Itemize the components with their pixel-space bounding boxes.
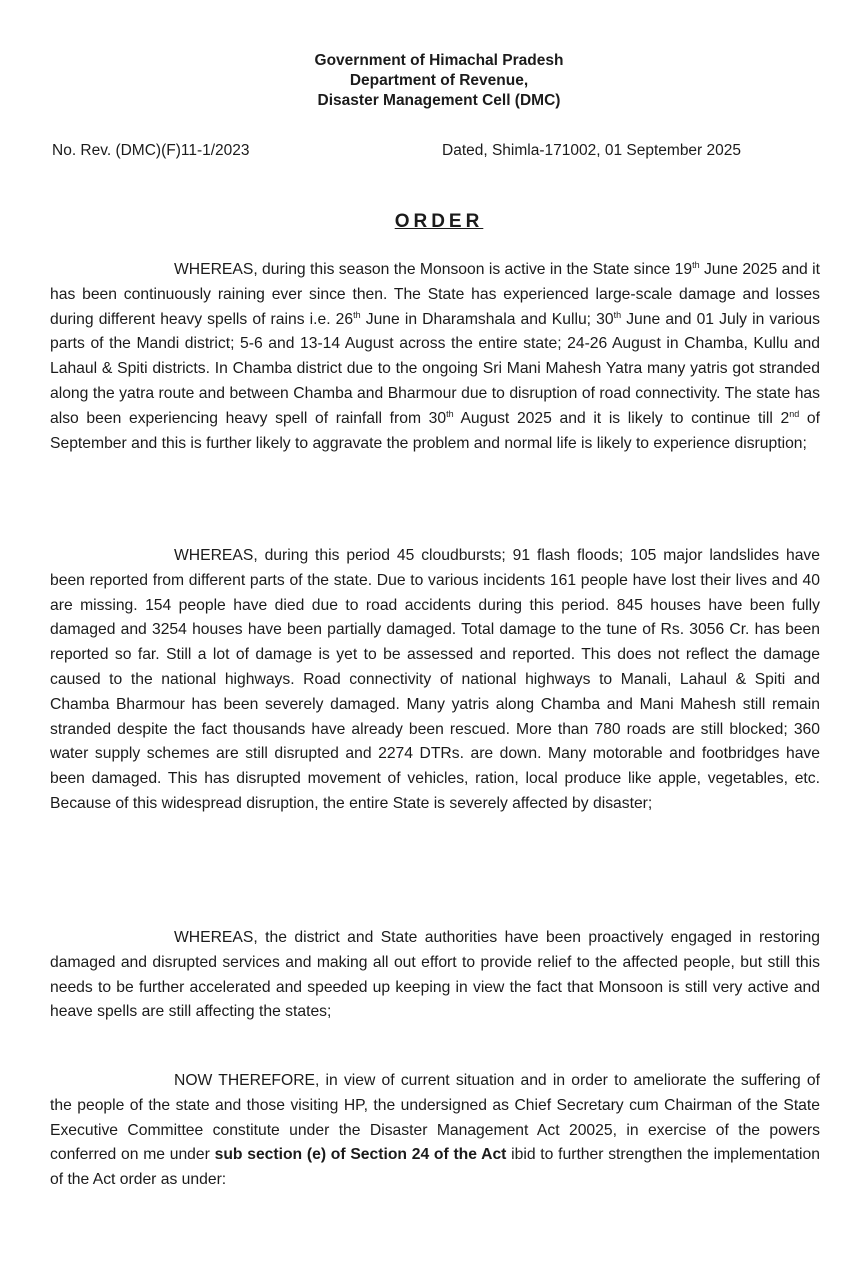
para4-text-2: ibid to further strengthen the implementation of the Act order as under: xyxy=(50,1146,820,1189)
para1-text-6: of September and this is further likely to aggravate the problem and normal life is likely to experience disruption; xyxy=(50,409,821,452)
para1-text-1: WHEREAS, during this season the Monsoon is active in the State since 19 xyxy=(174,261,693,278)
para4-text-1: NOW THEREFORE, in view of current situation and in order to ameliorate the suffering of the people of the state and those visiting HP, the undersigned as Chief Secretary cum Chairman of the State Executive Committee constitute under the Disaster Management Act 20025, in exercise of the powers conferred on me under xyxy=(50,1072,820,1164)
para1-text-4: June and 01 July in various parts of the Mandi district; 5-6 and 13-14 August across the entire state; 24-26 August in Chamba, Kullu and Lahaul & Spiti districts. In Chamba district due to the ongoing Sri Mani Mahesh Yatra many yatris got stranded along the yatra route and between Chamba and Bharmour due to disruption of road connectivity. The state has also been experiencing heavy spell of rainfall from 30 xyxy=(50,310,820,427)
para1-sup-4: th xyxy=(446,408,454,419)
cell-name: Disaster Management Cell (DMC) xyxy=(317,92,561,109)
order-date: Dated, Shimla-171002, 01 September 2025 xyxy=(442,142,742,159)
paragraph-whereas-damage xyxy=(50,544,820,817)
section-reference: sub section (e) of Section 24 of the Act xyxy=(214,1146,507,1164)
government-name: Government of Himachal Pradesh xyxy=(314,52,564,69)
para1-sup-1: th xyxy=(692,259,700,270)
para2-text: WHEREAS, during this period 45 cloudbursts; 91 flash floods; 105 major landslides have been reported from different parts of the state. Due to various incidents 161 people have lost their lives and 40 are missing. 154 people have died due to road accidents during this period. 845 houses have been fully damaged and 3254 houses have been partially damaged. Total damage to the tune of Rs. 3056 Cr. has been reported so far. Still a lot of damage is yet to be assessed and reported. This does not reflect the damage caused to the national highways. Road connectivity of national highways to Manali, Lahaul & Spiti and Chamba Bharmour has been severely damaged. Many yatris along Chamba and Mani Mahesh still remain stranded despite the fact thousands have already been rescued. More than 780 roads are still blocked; 360 water supply schemes are still disrupted and 2274 DTRs. are down. Many motorable and footbridges have been damaged. This has disrupted movement of vehicles, ration, local produce like apple, vegetables, etc. Because of this widespread disruption, the entire State is severely affected by disaster; xyxy=(50,547,820,812)
para1-sup-3: th xyxy=(613,309,622,320)
paragraph-now-therefore xyxy=(50,1069,820,1193)
department-name: Department of Revenue, xyxy=(349,72,529,89)
letterhead xyxy=(0,51,848,111)
para1-sup-2: th xyxy=(353,309,361,320)
para1-text-2: June 2025 and it has been continuously raining ever since then. The State has experienced large-scale damage and losses during different heavy spells of rains i.e. 26 xyxy=(50,261,820,328)
order-title: ORDER xyxy=(394,211,484,232)
para1-text-5: August 2025 and it is likely to continue till 2 xyxy=(453,409,790,427)
order-title-wrap xyxy=(0,211,848,233)
para3-text: WHEREAS, the district and State authorities have been proactively engaged in restoring damaged and disrupted services and making all out effort to provide relief to the affected people, but still this needs to be further accelerated and speeded up keeping in view the fact that Monsoon is still very active and heave spells are still affecting the states; xyxy=(50,929,820,1021)
reference-number: No. Rev. (DMC)(F)11-1/2023 xyxy=(52,142,250,159)
paragraph-whereas-monsoon xyxy=(50,258,820,456)
para1-text-3: June in Dharamshala and Kullu; 30 xyxy=(360,310,614,328)
paragraph-whereas-authorities xyxy=(50,926,820,1025)
para1-sup-5: nd xyxy=(789,408,800,419)
